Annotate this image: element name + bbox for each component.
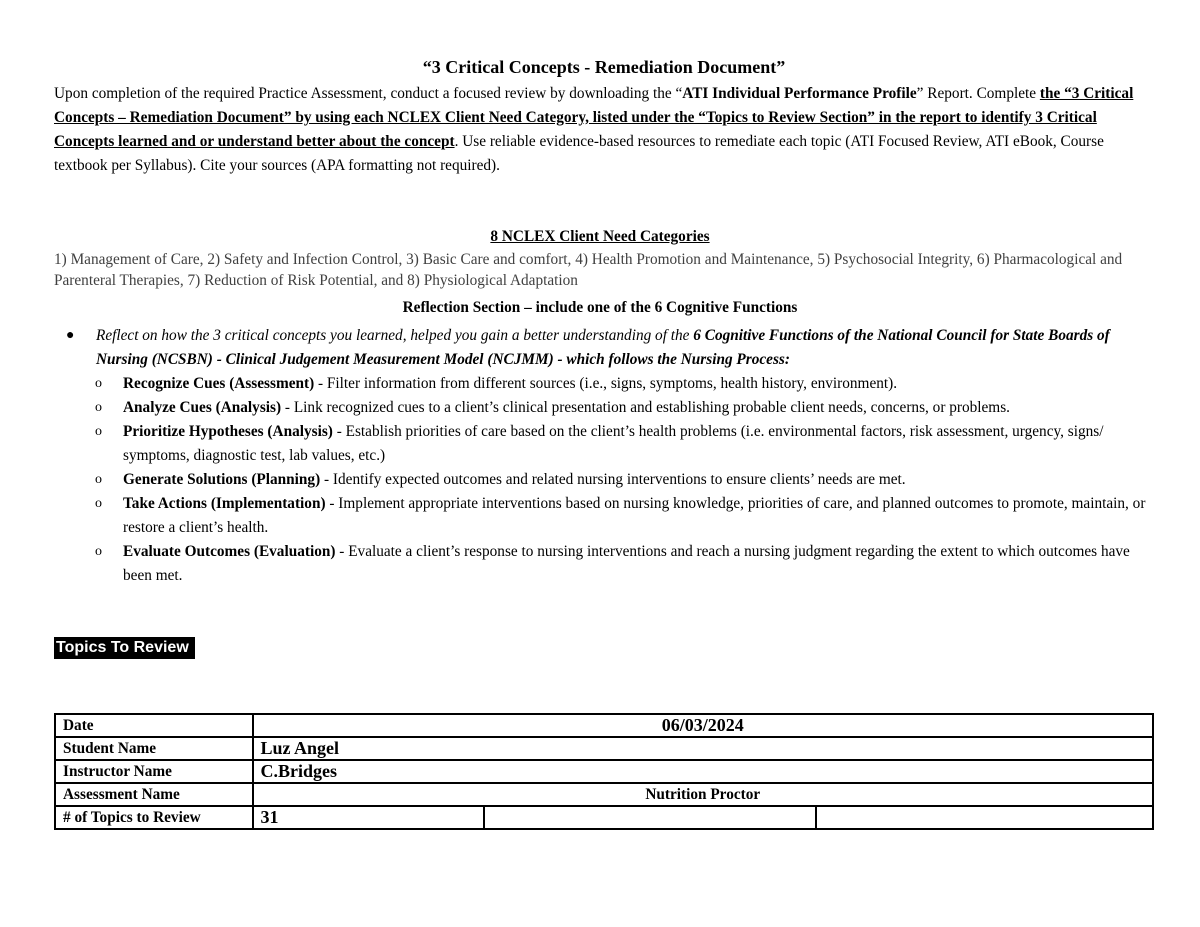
list-item <box>95 420 1155 468</box>
student-name-label: Student Name <box>55 737 253 760</box>
reflection-bullet <box>66 324 1136 372</box>
reflection-bold: 6 Cognitive Functions of the National Council for State Boards of Nursing (NCSBN) - Clinical Judgement Measurement Model (NCJMM) - which follows the Nursing Process: <box>96 327 1110 368</box>
table-row <box>55 760 1153 783</box>
function-desc: - Evaluate a client’s response to nursing interventions and reach a nursing judgment regarding the extent to which outcomes have been met. <box>123 543 1130 584</box>
assessment-info-table <box>54 713 1154 830</box>
intro-text-2: ” Report. Complete <box>916 85 1040 102</box>
table-row <box>55 783 1153 806</box>
list-item <box>95 468 1155 492</box>
empty-cell <box>816 806 1153 829</box>
list-item <box>95 540 1155 588</box>
circle-bullet-icon: o <box>95 544 102 559</box>
function-desc: - Implement appropriate interventions based on nursing knowledge, priorities of care, and planned outcomes to promote, maintain, or restore a client’s health. <box>123 495 1146 536</box>
reflection-bullet-text <box>96 324 1136 372</box>
date-value: 06/03/2024 <box>253 714 1153 737</box>
reflection-heading: Reflection Section – include one of the 6 Cognitive Functions <box>402 299 798 316</box>
nclex-heading: 8 NCLEX Client Need Categories <box>490 228 710 245</box>
function-title: Take Actions (Implementation) <box>123 495 326 512</box>
intro-text-1: Upon completion of the required Practice Assessment, conduct a focused review by downloading the “ <box>54 85 683 102</box>
bullet-icon: ● <box>66 328 75 343</box>
function-title: Analyze Cues (Analysis) <box>123 399 282 416</box>
function-title: Generate Solutions (Planning) <box>123 471 321 488</box>
instructor-name-label: Instructor Name <box>55 760 253 783</box>
assessment-name-value: Nutrition Proctor <box>253 783 1153 806</box>
function-desc: - Link recognized cues to a client’s clinical presentation and establishing probable client needs, concerns, or problems. <box>281 399 1010 416</box>
date-label: Date <box>55 714 253 737</box>
circle-bullet-icon: o <box>95 400 102 415</box>
function-title: Recognize Cues <box>123 375 226 392</box>
student-name-value: Luz Angel <box>253 737 1153 760</box>
function-desc: - Establish priorities of care based on the client’s health problems (i.e. environmental factors, risk assessment, urgency, signs/ symptoms, diagnostic test, lab values, etc.) <box>123 423 1104 464</box>
list-item <box>95 492 1155 540</box>
circle-bullet-icon: o <box>95 496 102 511</box>
cognitive-functions-list <box>95 372 1155 588</box>
intro-underlined-instruction: the “3 Critical Concepts – Remediation Document” by using each NCLEX Client Need Category, listed under the “Topics to Review Section” in the report to identify 3 Critical Concepts learned and or understand better about the concept <box>54 85 1134 150</box>
table-row <box>55 714 1153 737</box>
reflection-prefix: Reflect on how the 3 critical concepts you learned, helped you gain a better understanding of the <box>96 327 694 344</box>
empty-cell <box>484 806 817 829</box>
assessment-name-label: Assessment Name <box>55 783 253 806</box>
circle-bullet-icon: o <box>95 376 102 391</box>
circle-bullet-icon: o <box>95 424 102 439</box>
circle-bullet-icon: o <box>95 472 102 487</box>
function-desc: - Filter information from different sources (i.e., signs, symptoms, health history, environment). <box>314 375 898 392</box>
report-name: ATI Individual Performance Profile <box>682 85 917 102</box>
function-title: Prioritize Hypotheses (Analysis) <box>123 423 333 440</box>
intro-paragraph <box>54 82 1154 178</box>
instructor-name-value: C.Bridges <box>253 760 1153 783</box>
function-desc: - Identify expected outcomes and related nursing interventions to ensure clients’ needs are met. <box>320 471 906 488</box>
function-title: Evaluate Outcomes (Evaluation) <box>123 543 336 560</box>
topics-count-value: 31 <box>253 806 484 829</box>
topics-to-review-label: Topics To Review <box>54 637 195 659</box>
intro-text-3: . Use reliable evidence-based resources to remediate each topic (ATI Focused Review, ATI eBook, Course textbook per Syllabus). Cite your sources (APA formatting not required). <box>54 133 1104 174</box>
nclex-category-list: 1) Management of Care, 2) Safety and Infection Control, 3) Basic Care and comfort, 4) Health Promotion and Maintenance, 5) Psychosocial Integrity, 6) Pharmacological and Parenteral Therapies, 7) Reduction of Risk Potential, and 8) Physiological Adaptation <box>54 251 1123 289</box>
document-title: “3 Critical Concepts - Remediation Document” <box>422 57 786 77</box>
function-phase: (Assessment) <box>225 375 315 392</box>
table-row <box>55 806 1153 829</box>
list-item <box>95 396 1155 420</box>
topics-count-label: # of Topics to Review <box>55 806 253 829</box>
table-row <box>55 737 1153 760</box>
list-item <box>95 372 1155 396</box>
